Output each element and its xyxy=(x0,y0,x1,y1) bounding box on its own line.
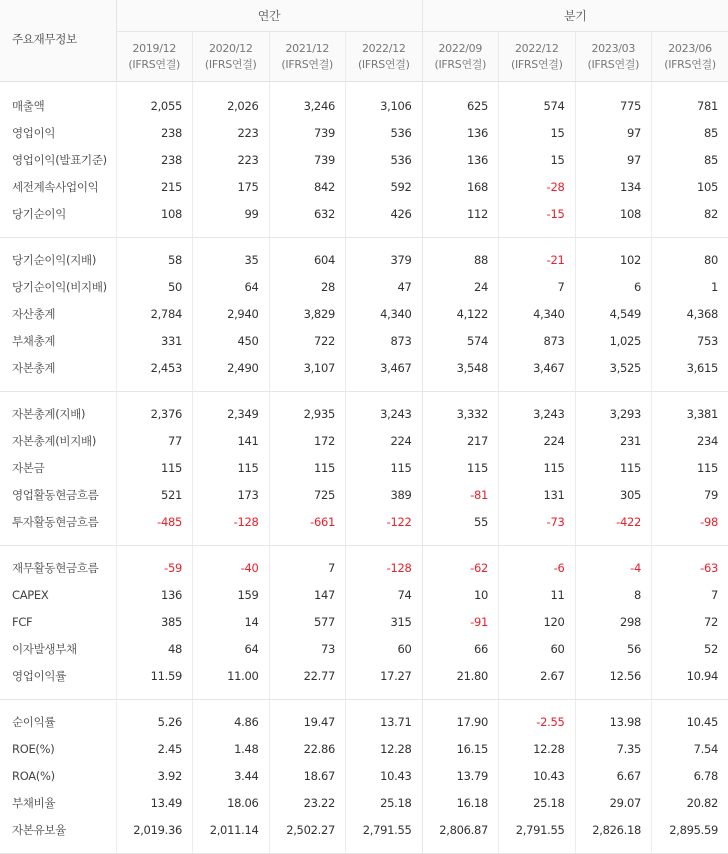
value-cell: -40 xyxy=(193,546,270,582)
period-date: 2019/12 xyxy=(132,41,177,55)
value-cell: 2,791.55 xyxy=(346,816,423,854)
value-cell: 604 xyxy=(269,238,346,274)
value-cell: 2,026 xyxy=(193,82,270,120)
value-cell: 2,806.87 xyxy=(422,816,499,854)
value-cell: -91 xyxy=(422,608,499,635)
value-cell: 592 xyxy=(346,173,423,200)
value-cell: 22.77 xyxy=(269,662,346,700)
value-cell: -4 xyxy=(575,546,652,582)
period-basis: (IFRS연결) xyxy=(128,57,181,71)
value-cell: 7 xyxy=(269,546,346,582)
value-cell: 4.86 xyxy=(193,700,270,736)
value-cell: 4,368 xyxy=(686,306,719,321)
value-cell: 3,243 xyxy=(499,392,576,428)
table-row xyxy=(0,173,728,200)
value-cell: 115 xyxy=(575,454,652,481)
value-cell: 3,106 xyxy=(346,82,423,120)
value-cell: 29.07 xyxy=(575,789,652,816)
value-cell: 3,525 xyxy=(575,354,652,392)
table-row xyxy=(0,300,728,327)
value-cell: 536 xyxy=(346,146,423,173)
value-cell: 625 xyxy=(422,82,499,120)
value-cell: 112 xyxy=(422,200,499,238)
period-basis: (IFRS연결) xyxy=(587,57,640,71)
value-cell: 223 xyxy=(193,119,270,146)
table-row xyxy=(0,735,728,762)
value-cell: 175 xyxy=(193,173,270,200)
table-row xyxy=(0,82,728,120)
value-cell: 17.90 xyxy=(422,700,499,736)
row-label: 당기순이익(지배) xyxy=(0,238,116,274)
value-cell: 48 xyxy=(116,635,193,662)
value-cell: -98 xyxy=(652,508,728,546)
row-label: 세전계속사업이익 xyxy=(0,173,116,200)
table-row xyxy=(0,581,728,608)
value-cell: 85 xyxy=(704,125,719,140)
value-cell: 3,548 xyxy=(422,354,499,392)
value-cell: 80 xyxy=(704,252,719,267)
value-cell: 60 xyxy=(346,635,423,662)
value-cell: 13.71 xyxy=(346,700,423,736)
value-cell: -661 xyxy=(269,508,346,546)
table-row xyxy=(0,789,728,816)
value-cell: 35 xyxy=(193,238,270,274)
value-cell: 1.48 xyxy=(193,735,270,762)
value-cell: 18.67 xyxy=(269,762,346,789)
value-cell: 19.47 xyxy=(269,700,346,736)
value-cell: 73 xyxy=(269,635,346,662)
value-cell: 25.18 xyxy=(346,789,423,816)
value-cell: 3,243 xyxy=(346,392,423,428)
value-cell: 10.43 xyxy=(499,762,576,789)
value-cell: 24 xyxy=(422,273,499,300)
period-date: 2022/09 xyxy=(438,41,483,55)
value-cell: 2,453 xyxy=(116,354,193,392)
value-cell: 173 xyxy=(193,481,270,508)
value-cell: 3.92 xyxy=(116,762,193,789)
value-cell: 4,122 xyxy=(422,300,499,327)
row-label: 자본총계 xyxy=(0,354,116,392)
value-cell: -422 xyxy=(575,508,652,546)
period-header xyxy=(499,32,576,82)
period-date: 2023/03 xyxy=(591,41,636,55)
value-cell: 234 xyxy=(697,433,719,448)
period-basis: (IFRS연결) xyxy=(204,57,257,71)
value-cell: 215 xyxy=(116,173,193,200)
row-label: ROE(%) xyxy=(0,735,116,762)
table-row xyxy=(0,238,728,274)
value-cell: 22.86 xyxy=(269,735,346,762)
table-title: 주요재무정보 xyxy=(0,0,116,82)
value-cell: 77 xyxy=(116,427,193,454)
row-label: 영업이익 xyxy=(0,119,116,146)
period-header xyxy=(269,32,346,82)
value-cell: 47 xyxy=(346,273,423,300)
row-label: 자본유보율 xyxy=(0,816,116,854)
period-header xyxy=(193,32,270,82)
value-cell: 2.67 xyxy=(499,662,576,700)
value-cell: -62 xyxy=(422,546,499,582)
value-cell: 13.79 xyxy=(422,762,499,789)
value-cell: 6 xyxy=(575,273,652,300)
value-cell: 136 xyxy=(422,119,499,146)
value-cell: 16.18 xyxy=(422,789,499,816)
value-cell: 141 xyxy=(193,427,270,454)
table-row xyxy=(0,427,728,454)
value-cell: 315 xyxy=(346,608,423,635)
value-cell: 3,332 xyxy=(422,392,499,428)
value-cell: 450 xyxy=(193,327,270,354)
value-cell: 2,791.55 xyxy=(499,816,576,854)
value-cell: 66 xyxy=(422,635,499,662)
value-cell: 2,502.27 xyxy=(269,816,346,854)
value-cell: 2,784 xyxy=(116,300,193,327)
value-cell: -28 xyxy=(499,173,576,200)
value-cell: 115 xyxy=(697,460,719,475)
value-cell: 2,055 xyxy=(116,82,193,120)
value-cell: 56 xyxy=(575,635,652,662)
value-cell: 20.82 xyxy=(686,795,719,810)
value-cell: 6.78 xyxy=(693,768,719,783)
table-row xyxy=(0,119,728,146)
table-row xyxy=(0,146,728,173)
period-header xyxy=(346,32,423,82)
value-cell: 79 xyxy=(704,487,719,502)
value-cell: 2,011.14 xyxy=(193,816,270,854)
row-label: 당기순이익(비지배) xyxy=(0,273,116,300)
value-cell: -73 xyxy=(499,508,576,546)
table-row xyxy=(0,816,728,854)
value-cell: 105 xyxy=(697,179,719,194)
value-cell: 55 xyxy=(422,508,499,546)
value-cell: 873 xyxy=(346,327,423,354)
value-cell: 3,381 xyxy=(686,406,719,421)
value-cell: 5.26 xyxy=(116,700,193,736)
value-cell: 224 xyxy=(499,427,576,454)
value-cell: 8 xyxy=(575,581,652,608)
value-cell: 379 xyxy=(346,238,423,274)
value-cell: 82 xyxy=(652,200,728,238)
value-cell: 3,467 xyxy=(346,354,423,392)
row-label: 자본총계(지배) xyxy=(0,392,116,428)
value-cell: 15 xyxy=(499,146,576,173)
value-cell: 28 xyxy=(269,273,346,300)
value-cell: 168 xyxy=(422,173,499,200)
value-cell: 97 xyxy=(575,146,652,173)
period-date: 2023/06 xyxy=(668,41,712,55)
value-cell: 172 xyxy=(269,427,346,454)
value-cell: 115 xyxy=(422,454,499,481)
value-cell: 722 xyxy=(269,327,346,354)
table-row xyxy=(0,327,728,354)
value-cell: 753 xyxy=(697,333,719,348)
table-row xyxy=(0,700,728,736)
row-label: 투자활동현금흐름 xyxy=(0,508,116,546)
value-cell: 2,490 xyxy=(193,354,270,392)
value-cell: 99 xyxy=(193,200,270,238)
value-cell: 3,615 xyxy=(652,354,728,392)
value-cell: 60 xyxy=(499,635,576,662)
row-label: 영업이익률 xyxy=(0,662,116,700)
value-cell: -128 xyxy=(346,546,423,582)
value-cell: 2,935 xyxy=(269,392,346,428)
value-cell: 7.35 xyxy=(575,735,652,762)
row-label: CAPEX xyxy=(0,581,116,608)
value-cell: 7 xyxy=(499,273,576,300)
value-cell: 23.22 xyxy=(269,789,346,816)
value-cell: 115 xyxy=(346,454,423,481)
table-row xyxy=(0,608,728,635)
row-label: 영업활동현금흐름 xyxy=(0,481,116,508)
row-label: 영업이익(발표기준) xyxy=(0,146,116,173)
value-cell: 15 xyxy=(499,119,576,146)
table-row xyxy=(0,508,728,546)
value-cell: 18.06 xyxy=(193,789,270,816)
table-row xyxy=(0,392,728,428)
value-cell: 74 xyxy=(346,581,423,608)
value-cell: 231 xyxy=(575,427,652,454)
table-row xyxy=(0,662,728,700)
value-cell: 12.28 xyxy=(499,735,576,762)
annual-group-header: 연간 xyxy=(116,0,422,32)
value-cell: 4,340 xyxy=(499,300,576,327)
value-cell: 52 xyxy=(704,641,719,656)
period-date: 2022/12 xyxy=(361,41,406,55)
value-cell: 115 xyxy=(193,454,270,481)
row-label: 자산총계 xyxy=(0,300,116,327)
value-cell: 536 xyxy=(346,119,423,146)
value-cell: 11.59 xyxy=(116,662,193,700)
value-cell: 13.49 xyxy=(116,789,193,816)
table-row xyxy=(0,354,728,392)
value-cell: 2,349 xyxy=(193,392,270,428)
value-cell: 11 xyxy=(499,581,576,608)
value-cell: 10.94 xyxy=(652,662,728,700)
value-cell: 3,246 xyxy=(269,82,346,120)
table-row xyxy=(0,454,728,481)
value-cell: -21 xyxy=(499,238,576,274)
period-header xyxy=(575,32,652,82)
value-cell: 72 xyxy=(704,614,719,629)
value-cell: 21.80 xyxy=(422,662,499,700)
value-cell: 17.27 xyxy=(346,662,423,700)
value-cell: 574 xyxy=(499,82,576,120)
value-cell: 224 xyxy=(346,427,423,454)
value-cell: 739 xyxy=(269,146,346,173)
value-cell: 385 xyxy=(116,608,193,635)
value-cell: 4,340 xyxy=(346,300,423,327)
value-cell: 298 xyxy=(575,608,652,635)
row-label: 부채비율 xyxy=(0,789,116,816)
value-cell: 108 xyxy=(575,200,652,238)
value-cell: 136 xyxy=(116,581,193,608)
table-row xyxy=(0,762,728,789)
value-cell: 11.00 xyxy=(193,662,270,700)
period-header xyxy=(652,32,728,82)
value-cell: 102 xyxy=(575,238,652,274)
value-cell: 2,019.36 xyxy=(116,816,193,854)
period-basis: (IFRS연결) xyxy=(510,57,563,71)
value-cell: -59 xyxy=(116,546,193,582)
value-cell: 136 xyxy=(422,146,499,173)
value-cell: 50 xyxy=(116,273,193,300)
value-cell: 389 xyxy=(346,481,423,508)
value-cell: -81 xyxy=(422,481,499,508)
row-label: 자본총계(비지배) xyxy=(0,427,116,454)
period-basis: (IFRS연결) xyxy=(434,57,487,71)
value-cell: 58 xyxy=(116,238,193,274)
value-cell: 305 xyxy=(575,481,652,508)
value-cell: 6.67 xyxy=(575,762,652,789)
value-cell: 97 xyxy=(575,119,652,146)
table-row xyxy=(0,635,728,662)
value-cell: 10 xyxy=(422,581,499,608)
value-cell: 115 xyxy=(499,454,576,481)
period-basis: (IFRS연결) xyxy=(664,57,716,71)
value-cell: 10.43 xyxy=(346,762,423,789)
value-cell: 426 xyxy=(346,200,423,238)
row-label: 당기순이익 xyxy=(0,200,116,238)
value-cell: 108 xyxy=(116,200,193,238)
value-cell: 4,549 xyxy=(575,300,652,327)
value-cell: 521 xyxy=(116,481,193,508)
value-cell: 577 xyxy=(269,608,346,635)
value-cell: 574 xyxy=(422,327,499,354)
value-cell: -6 xyxy=(499,546,576,582)
period-date: 2022/12 xyxy=(514,41,559,55)
value-cell: 3,293 xyxy=(575,392,652,428)
value-cell: 725 xyxy=(269,481,346,508)
value-cell: 134 xyxy=(575,173,652,200)
value-cell: 13.98 xyxy=(575,700,652,736)
value-cell: 159 xyxy=(193,581,270,608)
row-label: 재무활동현금흐름 xyxy=(0,546,116,582)
value-cell: -485 xyxy=(116,508,193,546)
value-cell: -15 xyxy=(499,200,576,238)
table-row xyxy=(0,273,728,300)
value-cell: 3,107 xyxy=(269,354,346,392)
row-label: 이자발생부채 xyxy=(0,635,116,662)
row-label: 자본금 xyxy=(0,454,116,481)
table-header xyxy=(0,0,728,82)
value-cell: 331 xyxy=(116,327,193,354)
value-cell: 238 xyxy=(116,119,193,146)
value-cell: -2.55 xyxy=(499,700,576,736)
row-label: ROA(%) xyxy=(0,762,116,789)
value-cell: 739 xyxy=(269,119,346,146)
value-cell: 10.45 xyxy=(686,714,719,729)
value-cell: 12.56 xyxy=(575,662,652,700)
value-cell: 131 xyxy=(499,481,576,508)
value-cell: 7.54 xyxy=(693,741,719,756)
value-cell: 632 xyxy=(269,200,346,238)
value-cell: 2,826.18 xyxy=(575,816,652,854)
value-cell: 115 xyxy=(269,454,346,481)
period-basis: (IFRS연결) xyxy=(281,57,334,71)
value-cell: 842 xyxy=(269,173,346,200)
table-row xyxy=(0,546,728,582)
row-label: 부채총계 xyxy=(0,327,116,354)
value-cell: 25.18 xyxy=(499,789,576,816)
value-cell: 2,895.59 xyxy=(652,816,728,854)
value-cell: 775 xyxy=(575,82,652,120)
value-cell: 223 xyxy=(193,146,270,173)
row-label: FCF xyxy=(0,608,116,635)
table-body xyxy=(0,82,728,854)
value-cell: 7 xyxy=(711,587,719,602)
table-row xyxy=(0,481,728,508)
value-cell: 217 xyxy=(422,427,499,454)
row-label: 순이익률 xyxy=(0,700,116,736)
value-cell: 2,376 xyxy=(116,392,193,428)
value-cell: 115 xyxy=(116,454,193,481)
value-cell: 120 xyxy=(499,608,576,635)
value-cell: 85 xyxy=(704,152,719,167)
table-row xyxy=(0,200,728,238)
value-cell: -128 xyxy=(193,508,270,546)
value-cell: 1,025 xyxy=(575,327,652,354)
period-date: 2021/12 xyxy=(285,41,330,55)
value-cell: 873 xyxy=(499,327,576,354)
period-header xyxy=(116,32,193,82)
value-cell: -122 xyxy=(346,508,423,546)
value-cell: 3,467 xyxy=(499,354,576,392)
quarterly-group-header: 분기 xyxy=(422,0,728,32)
value-cell: 238 xyxy=(116,146,193,173)
value-cell: -63 xyxy=(700,560,719,575)
value-cell: 3,829 xyxy=(269,300,346,327)
value-cell: 3.44 xyxy=(193,762,270,789)
value-cell: 88 xyxy=(422,238,499,274)
value-cell: 14 xyxy=(193,608,270,635)
value-cell: 16.15 xyxy=(422,735,499,762)
period-header xyxy=(422,32,499,82)
value-cell: 12.28 xyxy=(346,735,423,762)
row-label: 매출액 xyxy=(0,82,116,120)
value-cell: 2.45 xyxy=(116,735,193,762)
value-cell: 1 xyxy=(711,279,719,294)
period-basis: (IFRS연결) xyxy=(357,57,410,71)
value-cell: 2,940 xyxy=(193,300,270,327)
period-date: 2020/12 xyxy=(208,41,253,55)
value-cell: 147 xyxy=(269,581,346,608)
value-cell: 64 xyxy=(193,273,270,300)
value-cell: 64 xyxy=(193,635,270,662)
value-cell: 781 xyxy=(697,98,719,113)
